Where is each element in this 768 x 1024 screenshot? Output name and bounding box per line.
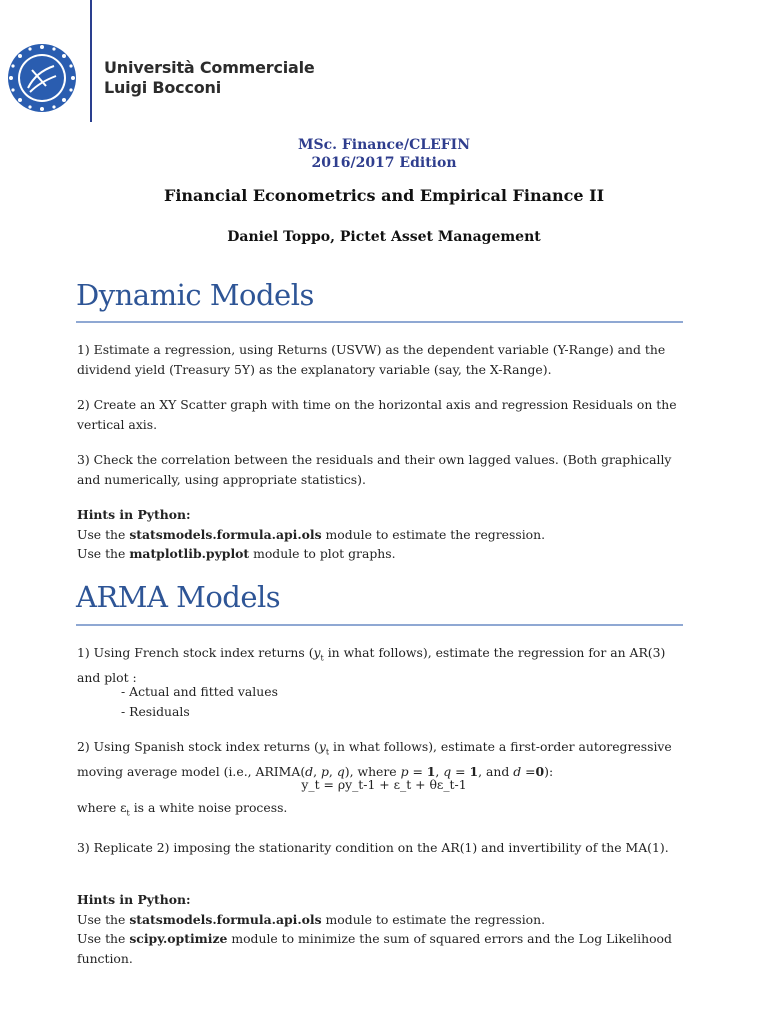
edition: 2016/2017 Edition xyxy=(311,155,457,171)
dynamic-item-2: 2) Create an XY Scatter graph with time on the horizontal axis and regression Residuals on the vertical axis. xyxy=(77,397,677,432)
arma-item-2: 2) Using Spanish stock index returns ($y_t$ in what follows), estimate a first-order autoregressive moving average model (i.e., ARIMA(d, p, q), where p = 1, q = 1, and d =0): xyxy=(77,739,672,779)
arma-item-1: 1) Using French stock index returns ($y_t$ in what follows), estimate the regression for an AR(3) and plot : xyxy=(77,645,666,685)
dynamic-hint-1: Use the statsmodels.formula.api.ols module to estimate the regression. xyxy=(77,526,546,542)
section-heading-dynamic: Dynamic Models xyxy=(76,278,314,312)
header-divider xyxy=(90,0,92,122)
section-rule xyxy=(76,321,683,323)
section-heading-arma: ARMA Models xyxy=(76,580,281,614)
dynamic-item-1: 1) Estimate a regression, using Returns (USVW) as the dependent variable (Y-Range) and the dividend yield (Treasury 5Y) as the explanatory variable (say, the X-Range). xyxy=(77,342,666,377)
arma-hint-1: Use the statsmodels.formula.api.ols module to estimate the regression. xyxy=(77,911,546,927)
bullet-actual-fitted: - Actual and fitted values xyxy=(121,684,278,699)
bocconi-logo-icon xyxy=(6,42,78,114)
bullet-residuals: - Residuals xyxy=(121,703,190,719)
programme: MSc. Finance/CLEFIN xyxy=(297,137,471,153)
hints-title: Hints in Python: xyxy=(77,507,191,522)
hints-title: Hints in Python: xyxy=(77,892,191,907)
author: Daniel Toppo, Pictet Asset Management xyxy=(227,229,541,245)
programme-block xyxy=(0,136,768,172)
university-name xyxy=(104,58,315,98)
dynamic-hint-2: Use the matplotlib.pyplot module to plot graphs. xyxy=(77,546,396,561)
arma-equation xyxy=(0,777,768,792)
university-line-1: Università Commerciale xyxy=(104,58,315,77)
arma-hints xyxy=(77,890,687,968)
arma-item-3: 3) Replicate 2) imposing the stationarity condition on the AR(1) and invertibility of the MA(1). xyxy=(77,840,669,855)
section-rule xyxy=(76,624,683,626)
dynamic-item-3: 3) Check the correlation between the residuals and their own lagged values. (Both graphically and numerically, using appropriate statistics). xyxy=(77,452,672,487)
equation-text: y_t = ρy_t-1 + ε_t + θε_t-1 xyxy=(301,777,467,792)
course-title: Financial Econometrics and Empirical Finance II xyxy=(163,186,605,205)
arma-where: where $\varepsilon_t$ is a white noise process. xyxy=(77,800,288,818)
dynamic-hints xyxy=(77,505,687,564)
arma-hint-2: Use the scipy.optimize module to minimize the sum of squared errors and the Log Likelihood function. xyxy=(77,931,672,966)
university-line-2: Luigi Bocconi xyxy=(104,78,222,97)
arma-bullets xyxy=(77,682,687,721)
